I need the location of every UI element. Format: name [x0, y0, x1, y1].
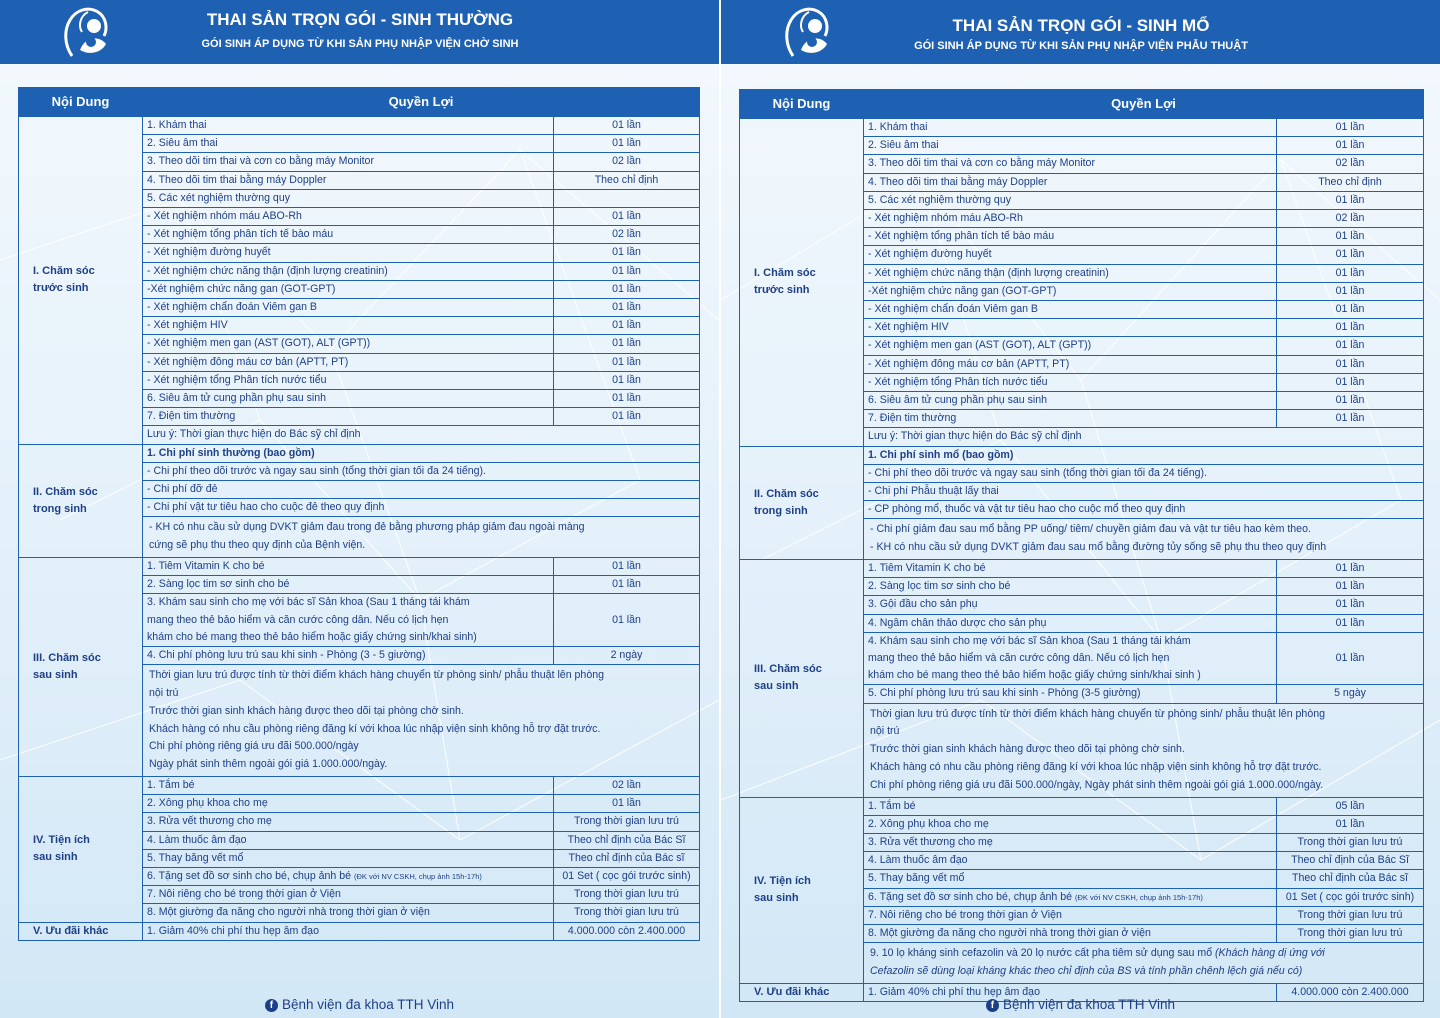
benefit-item [864, 815, 1277, 833]
section-label-line: sau sinh [754, 892, 799, 905]
table-row [19, 444, 700, 462]
benefits-table [18, 87, 700, 941]
benefit-quantity: 01 lần [1277, 410, 1424, 428]
benefit-item: 3. Theo dõi tim thai và cơn co bằng máy Monitor [864, 155, 1277, 173]
benefit-item: 5. Các xét nghiệm thường quy [864, 191, 1277, 209]
benefit-item: - Xét nghiệm nhóm máu ABO-Rh [143, 208, 554, 226]
benefit-item: 2. Siêu âm thai [143, 135, 554, 153]
benefit-item [143, 647, 554, 665]
benefit-item: 2. Siêu âm thai [864, 137, 1277, 155]
benefit-quantity: Theo chỉ định của Bác Sĩ [1277, 852, 1424, 870]
benefit-quantity: 01 lần [1277, 815, 1424, 833]
text-line: mang theo thẻ bảo hiểm và căn cước công dân. Nếu có lịch hẹn [147, 613, 449, 626]
text-line: 2. Sàng lọc tim sơ sinh cho bé [868, 580, 1011, 593]
text-line: cứng sẽ phụ thu theo quy định của Bệnh viện. [149, 539, 366, 552]
section-label-line: II. Chăm sóc [33, 485, 98, 498]
table-row [19, 117, 700, 135]
benefit-quantity: 01 lần [1277, 578, 1424, 596]
benefit-item: - Xét nghiệm chức năng thận (định lượng creatinin) [864, 264, 1277, 282]
benefit-item: - Xét nghiệm tổng phân tích tế bào máu [143, 226, 554, 244]
benefit-item: - Chi phí đỡ đẻ [143, 481, 700, 499]
benefit-quantity: 01 lần [1277, 632, 1424, 685]
item-text: 8. Một giường đa năng cho người nhà trong thời gian ở viện [147, 906, 430, 919]
section-label [740, 560, 864, 798]
section-label [740, 446, 864, 559]
text-line: 3. Khám sau sinh cho mẹ với bác sĩ Sản khoa (Sau 1 tháng tái khám [147, 596, 470, 609]
text-line: 2. Sàng lọc tim sơ sinh cho bé [147, 578, 290, 591]
benefit-item: - Xét nghiệm HIV [143, 317, 554, 335]
benefit-quantity: 01 lần [554, 594, 700, 647]
benefit-quantity: 01 lần [554, 353, 700, 371]
item-text: 8. Một giường đa năng cho người nhà trong thời gian ở viện [868, 927, 1151, 940]
column-header-benefits: Quyền Lợi [864, 90, 1424, 119]
benefit-item: 6. Siêu âm tử cung phần phụ sau sinh [143, 390, 554, 408]
benefit-quantity: 01 lần [1277, 301, 1424, 319]
note-multiline [143, 517, 700, 558]
section-label: V. Ưu đãi khác [740, 983, 864, 1001]
section-label-line: IV. Tiện ích [33, 834, 90, 847]
benefit-item: - CP phòng mổ, thuốc và vật tư tiêu hao cho cuộc mổ theo quy định [864, 501, 1424, 519]
benefit-item [864, 685, 1277, 703]
benefit-quantity: 01 lần [554, 262, 700, 280]
benefit-item: - Xét nghiệm chẩn đoán Viêm gan B [864, 301, 1277, 319]
item-note: (ĐK với NV CSKH, chụp ảnh 15h-17h) [1075, 892, 1203, 902]
benefit-quantity: 01 lần [1277, 319, 1424, 337]
text-line: Ngày phát sinh thêm ngoài gói giá 1.000.000/ngày. [149, 758, 388, 771]
note: Lưu ý: Thời gian thực hiện do Bác sỹ chỉ định [143, 426, 700, 444]
text-line: 3. Gội đầu cho sản phụ [868, 598, 978, 611]
benefit-quantity: 01 lần [554, 317, 700, 335]
benefit-quantity: 01 Set ( cọc gói trước sinh) [554, 868, 700, 886]
benefit-quantity: 01 lần [554, 335, 700, 353]
benefit-item [143, 831, 554, 849]
benefit-quantity: 01 lần [1277, 337, 1424, 355]
benefit-item [864, 578, 1277, 596]
item-text: 6. Tặng set đồ sơ sinh cho bé, chụp ảnh bé [868, 890, 1075, 903]
benefit-quantity: 02 lần [1277, 210, 1424, 228]
section-label [740, 797, 864, 983]
text-line: Khách hàng có nhu cầu phòng riêng đăng kí với khoa lúc nhập viện sinh không hỗ trợ đặt trước. [149, 722, 601, 735]
benefit-item [864, 888, 1277, 906]
benefit-quantity: 01 lần [554, 576, 700, 594]
benefit-item: - Chi phí vật tư tiêu hao cho cuộc đẻ theo quy định [143, 499, 700, 517]
package-title: THAI SẢN TRỌN GÓI - SINH MỔ [952, 16, 1210, 35]
section-label-line: trong sinh [754, 504, 808, 517]
text-line: Trước thời gian sinh khách hàng được theo dõi tại phòng chờ sinh. [870, 743, 1185, 756]
benefit-item: - Xét nghiệm tổng phân tích tế bào máu [864, 228, 1277, 246]
benefit-item [864, 596, 1277, 614]
benefit-quantity: 01 lần [1277, 228, 1424, 246]
section-label [19, 777, 143, 923]
hospital-name: Bệnh viện đa khoa TTH Vinh [281, 997, 455, 1012]
item-text: 4. Làm thuốc âm đạo [147, 833, 247, 846]
mother-baby-logo-icon [58, 4, 116, 58]
benefit-item [864, 925, 1277, 943]
text-line: 4. Chi phí phòng lưu trú sau khi sinh - Phòng (3 - 5 giường) [147, 649, 426, 662]
mother-baby-logo-icon [779, 4, 837, 58]
section-label [19, 444, 143, 557]
benefit-item: - Xét nghiệm nhóm máu ABO-Rh [864, 210, 1277, 228]
benefit-quantity: 4.000.000 còn 2.400.000 [554, 922, 700, 940]
item-text: 1. Tắm bé [868, 799, 916, 812]
section-label-line: sau sinh [754, 680, 799, 693]
benefit-item [864, 906, 1277, 924]
benefit-quantity: Theo chỉ định của Bác Sĩ [554, 831, 700, 849]
benefit-quantity: 02 lần [1277, 155, 1424, 173]
text-line: Trước thời gian sinh khách hàng được theo dõi tại phòng chờ sinh. [149, 704, 464, 717]
facebook-icon: f [986, 999, 999, 1012]
benefit-item: - Xét nghiệm tổng Phân tích nước tiểu [864, 373, 1277, 391]
benefit-quantity: 01 lần [554, 390, 700, 408]
section-label-line: trước sinh [754, 284, 810, 297]
benefit-item: - Xét nghiệm chức năng thận (định lượng creatinin) [143, 262, 554, 280]
benefit-item: - Xét nghiệm HIV [864, 319, 1277, 337]
cost-heading: 1. Chi phí sinh mổ (bao gồm) [864, 446, 1424, 464]
section-label-line: I. Chăm sóc [33, 265, 95, 278]
benefit-item: 1. Giảm 40% chi phí thu hẹp âm đạo [864, 983, 1277, 1001]
benefit-item: 7. Điện tim thường [864, 410, 1277, 428]
benefit-quantity: 01 lần [1277, 264, 1424, 282]
benefit-quantity: Theo chỉ định [554, 171, 700, 189]
table-row [740, 797, 1424, 815]
hospital-name: Bệnh viện đa khoa TTH Vinh [1002, 997, 1176, 1012]
item-text: 6. Tặng set đồ sơ sinh cho bé, chụp ảnh bé [147, 870, 354, 883]
benefit-item: - Xét nghiệm đường huyết [864, 246, 1277, 264]
benefit-quantity: 01 lần [1277, 355, 1424, 373]
benefit-item: 1. Khám thai [864, 119, 1277, 137]
benefit-item: - Xét nghiệm chẩn đoán Viêm gan B [143, 299, 554, 317]
cost-heading: 1. Chi phí sinh thường (bao gồm) [143, 444, 700, 462]
benefit-item [864, 632, 1277, 685]
benefit-item [143, 813, 554, 831]
section-label [19, 117, 143, 445]
benefit-item [864, 614, 1277, 632]
text-line: - KH có nhu cầu sử dụng DVKT giảm đau trong đẻ bằng phương pháp giảm đau ngoài màng [149, 521, 585, 534]
benefit-quantity: Trong thời gian lưu trú [1277, 834, 1424, 852]
benefit-item: 4. Theo dõi tim thai bằng máy Doppler [864, 173, 1277, 191]
table-row [19, 558, 700, 576]
benefit-item: 1. Khám thai [143, 117, 554, 135]
benefit-item: 3. Theo dõi tim thai và cơn co bằng máy Monitor [143, 153, 554, 171]
benefit-quantity: 01 lần [554, 244, 700, 262]
item-text: 1. Tắm bé [147, 779, 195, 792]
section-label-line: III. Chăm sóc [754, 663, 822, 676]
item-text: 7. Nôi riêng cho bé trong thời gian ở Viện [868, 908, 1062, 921]
benefit-item [143, 558, 554, 576]
column-header-content: Nội Dung [19, 88, 143, 117]
benefit-quantity: 01 lần [1277, 392, 1424, 410]
table-row [19, 777, 700, 795]
benefit-quantity: Trong thời gian lưu trú [554, 813, 700, 831]
text-line: nội trú [149, 687, 179, 700]
text-line: 1. Tiêm Vitamin K cho bé [868, 562, 986, 575]
text-line: 4. Ngâm chân thảo dược cho sản phụ [868, 616, 1047, 629]
section-label-line: II. Chăm sóc [754, 487, 819, 500]
benefit-item [864, 560, 1277, 578]
text-line: Khách hàng có nhu cầu phòng riêng đăng kí với khoa lúc nhập viện sinh không hỗ trợ đặt trước. [870, 761, 1322, 774]
package-subtitle: GÓI SINH ÁP DỤNG TỪ KHI SẢN PHỤ NHẬP VIỆN CHỜ SINH [201, 38, 519, 50]
benefit-quantity: 01 lần [554, 371, 700, 389]
section-label-line: sau sinh [33, 851, 78, 864]
benefit-quantity: Theo chỉ định của Bác sĩ [554, 849, 700, 867]
package-title: THAI SẢN TRỌN GÓI - SINH THƯỜNG [206, 10, 514, 29]
facebook-icon: f [265, 999, 278, 1012]
benefit-quantity: 01 lần [554, 208, 700, 226]
item-text: 2. Xông phụ khoa cho mẹ [147, 797, 268, 810]
benefit-quantity: 01 lần [1277, 246, 1424, 264]
item-text: 7. Nôi riêng cho bé trong thời gian ở Viện [147, 888, 341, 901]
benefit-item: 1. Giảm 40% chi phí thu hẹp âm đạo [143, 922, 554, 940]
benefit-quantity: Trong thời gian lưu trú [554, 886, 700, 904]
item-note-italic: (Khách hàng dị ứng với [1215, 947, 1325, 960]
table-row [740, 446, 1424, 464]
page-header [0, 0, 719, 64]
benefit-quantity: 01 lần [1277, 191, 1424, 209]
benefit-item [143, 849, 554, 867]
benefit-quantity: 01 lần [1277, 119, 1424, 137]
section-label: V. Ưu đãi khác [19, 922, 143, 940]
benefit-item: 4. Theo dõi tim thai bằng máy Doppler [143, 171, 554, 189]
benefit-quantity: 01 lần [1277, 596, 1424, 614]
benefit-quantity: 02 lần [554, 153, 700, 171]
benefit-item: - Xét nghiệm đông máu cơ bản (APTT, PT) [143, 353, 554, 371]
section-label-line: trước sinh [33, 282, 89, 295]
benefit-item: - Xét nghiệm đường huyết [143, 244, 554, 262]
section-label-line: sau sinh [33, 669, 78, 682]
text-line: - Chi phí giảm đau sau mổ bằng PP uống/ tiêm/ chuyền giảm đau và vật tư tiêu hao kèm theo. [870, 523, 1311, 536]
benefit-quantity: 05 lần [1277, 797, 1424, 815]
text-line: 1. Tiêm Vitamin K cho bé [147, 560, 265, 573]
table-header-row [19, 88, 700, 117]
benefit-item: - Chi phí Phẫu thuật lấy thai [864, 483, 1424, 501]
table-row [19, 922, 700, 940]
item-note: (ĐK với NV CSKH, chụp ảnh 15h-17h) [354, 872, 482, 882]
text-line: Chi phí phòng riêng giá ưu đãi 500.000/ngày [149, 740, 359, 753]
text-line: Thời gian lưu trú được tính từ thời điểm khách hàng chuyển từ phòng sinh/ phẫu thuật lên phòng [870, 707, 1325, 720]
benefit-item: - Xét nghiệm tổng Phân tích nước tiểu [143, 371, 554, 389]
section-label-line: I. Chăm sóc [754, 267, 816, 280]
note-multiline [864, 519, 1424, 560]
benefit-quantity: 01 lần [554, 135, 700, 153]
benefit-item [864, 852, 1277, 870]
benefit-item [864, 834, 1277, 852]
package-subtitle: GÓI SINH ÁP DỤNG TỪ KHI SẢN PHỤ NHẬP VIỆN PHẪU THUẬT [914, 40, 1248, 52]
benefit-item [143, 868, 554, 886]
benefit-quantity: 01 lần [1277, 614, 1424, 632]
benefit-item [143, 886, 554, 904]
section-label-line: trong sinh [33, 502, 87, 515]
section-label [19, 558, 143, 777]
benefit-quantity: 01 lần [554, 280, 700, 298]
benefit-quantity: 01 lần [1277, 137, 1424, 155]
item-note-italic: Cefazolin sẽ dùng loại kháng khác theo chỉ định của BS và tính phần chênh lệch giá nếu có) [870, 965, 1303, 978]
benefit-quantity: 4.000.000 còn 2.400.000 [1277, 983, 1424, 1001]
benefit-quantity: 01 Set ( cọc gói trước sinh) [1277, 888, 1424, 906]
benefit-item [143, 594, 554, 647]
benefit-item: - Chi phí theo dõi trước và ngay sau sinh (tổng thời gian tối đa 24 tiếng). [864, 464, 1424, 482]
benefit-item: -Xét nghiệm chức năng gan (GOT-GPT) [143, 280, 554, 298]
item-text: 9. 10 lọ kháng sinh cefazolin và 20 lọ nước cất pha tiêm sử dụng sau mổ [870, 947, 1216, 960]
page-header [721, 0, 1440, 64]
text-line: khám cho bé mang theo thẻ bảo hiểm hoặc giấy chứng sinh/khai sinh) [147, 630, 477, 643]
stay-note [143, 665, 700, 777]
section-label-line: III. Chăm sóc [33, 652, 101, 665]
benefit-item: 6. Siêu âm tử cung phần phụ sau sinh [864, 392, 1277, 410]
benefit-quantity: 01 lần [554, 795, 700, 813]
note: Lưu ý: Thời gian thực hiện do Bác sỹ chỉ định [864, 428, 1424, 446]
benefit-quantity: 5 ngày [1277, 685, 1424, 703]
benefit-item [864, 797, 1277, 815]
benefit-item: - Xét nghiệm đông máu cơ bản (APTT, PT) [864, 355, 1277, 373]
text-line: - KH có nhu cầu sử dụng DVKT giảm đau sau mổ bằng đường tủy sống sẽ phụ thu theo quy định [870, 541, 1327, 554]
footer [0, 997, 719, 1012]
table-row [740, 119, 1424, 137]
benefit-item: -Xét nghiệm chức năng gan (GOT-GPT) [864, 282, 1277, 300]
benefit-quantity: Theo chỉ định [1277, 173, 1424, 191]
benefit-quantity: 01 lần [1277, 282, 1424, 300]
text-line: 5. Chi phí phòng lưu trú sau khi sinh - Phòng (3-5 giường) [868, 687, 1141, 700]
benefit-item: - Chi phí theo dõi trước và ngay sau sinh (tổng thời gian tối đa 24 tiếng). [143, 462, 700, 480]
benefit-item: 7. Điện tim thường [143, 408, 554, 426]
text-line: Thời gian lưu trú được tính từ thời điểm khách hàng chuyển từ phòng sinh/ phẫu thuật lên phòng [149, 669, 604, 682]
right-page [721, 0, 1440, 1018]
benefit-item [143, 904, 554, 922]
benefit-quantity: 01 lần [1277, 560, 1424, 578]
stay-note [864, 703, 1424, 797]
text-line: khám cho bé mang theo thẻ bảo hiểm hoặc giấy chứng sinh/khai sinh ) [868, 669, 1201, 682]
benefit-item: 5. Các xét nghiệm thường quy [143, 189, 554, 207]
benefit-quantity: 02 lần [554, 226, 700, 244]
benefits-table [739, 89, 1424, 1002]
benefit-quantity [554, 189, 700, 207]
benefit-item-antibiotics [864, 943, 1424, 984]
column-header-content: Nội Dung [740, 90, 864, 119]
item-text: 5. Thay băng vết mổ [147, 851, 244, 864]
section-label [740, 119, 864, 447]
footer [721, 997, 1440, 1012]
benefit-quantity: 01 lần [554, 558, 700, 576]
benefit-quantity: Trong thời gian lưu trú [1277, 906, 1424, 924]
left-page [0, 0, 719, 1018]
column-header-benefits: Quyền Lợi [143, 88, 700, 117]
benefit-item [143, 777, 554, 795]
text-line: 4. Khám sau sinh cho mẹ với bác sĩ Sản khoa (Sau 1 tháng tái khám [868, 634, 1191, 647]
table-header-row [740, 90, 1424, 119]
benefit-quantity: 02 lần [554, 777, 700, 795]
benefit-quantity: 01 lần [1277, 373, 1424, 391]
benefit-quantity: 01 lần [554, 299, 700, 317]
benefit-quantity: Theo chỉ định của Bác sĩ [1277, 870, 1424, 888]
benefit-quantity: 01 lần [554, 117, 700, 135]
benefit-item: - Xét nghiệm men gan (AST (GOT), ALT (GPT)) [143, 335, 554, 353]
text-line: mang theo thẻ bảo hiểm và căn cước công dân. Nếu có lịch hẹn [868, 652, 1170, 665]
item-text: 4. Làm thuốc âm đạo [868, 854, 968, 867]
item-text: 2. Xông phụ khoa cho mẹ [868, 817, 989, 830]
benefit-quantity: 01 lần [554, 408, 700, 426]
text-line: Chi phí phòng riêng giá ưu đãi 500.000/ngày, Ngày phát sinh thêm ngoài gói giá 1.000.000/ngày. [870, 778, 1324, 791]
item-text: 3. Rửa vết thương cho mẹ [147, 815, 272, 828]
section-label-line: IV. Tiện ích [754, 875, 811, 888]
benefit-item [143, 795, 554, 813]
benefit-item [864, 870, 1277, 888]
benefit-item [143, 576, 554, 594]
benefit-quantity: Trong thời gian lưu trú [554, 904, 700, 922]
item-text: 3. Rửa vết thương cho mẹ [868, 836, 993, 849]
item-text: 5. Thay băng vết mổ [868, 872, 965, 885]
benefit-quantity: Trong thời gian lưu trú [1277, 925, 1424, 943]
benefit-item: - Xét nghiệm men gan (AST (GOT), ALT (GPT)) [864, 337, 1277, 355]
benefit-quantity: 2 ngày [554, 647, 700, 665]
table-row [740, 560, 1424, 578]
text-line: nội trú [870, 725, 900, 738]
